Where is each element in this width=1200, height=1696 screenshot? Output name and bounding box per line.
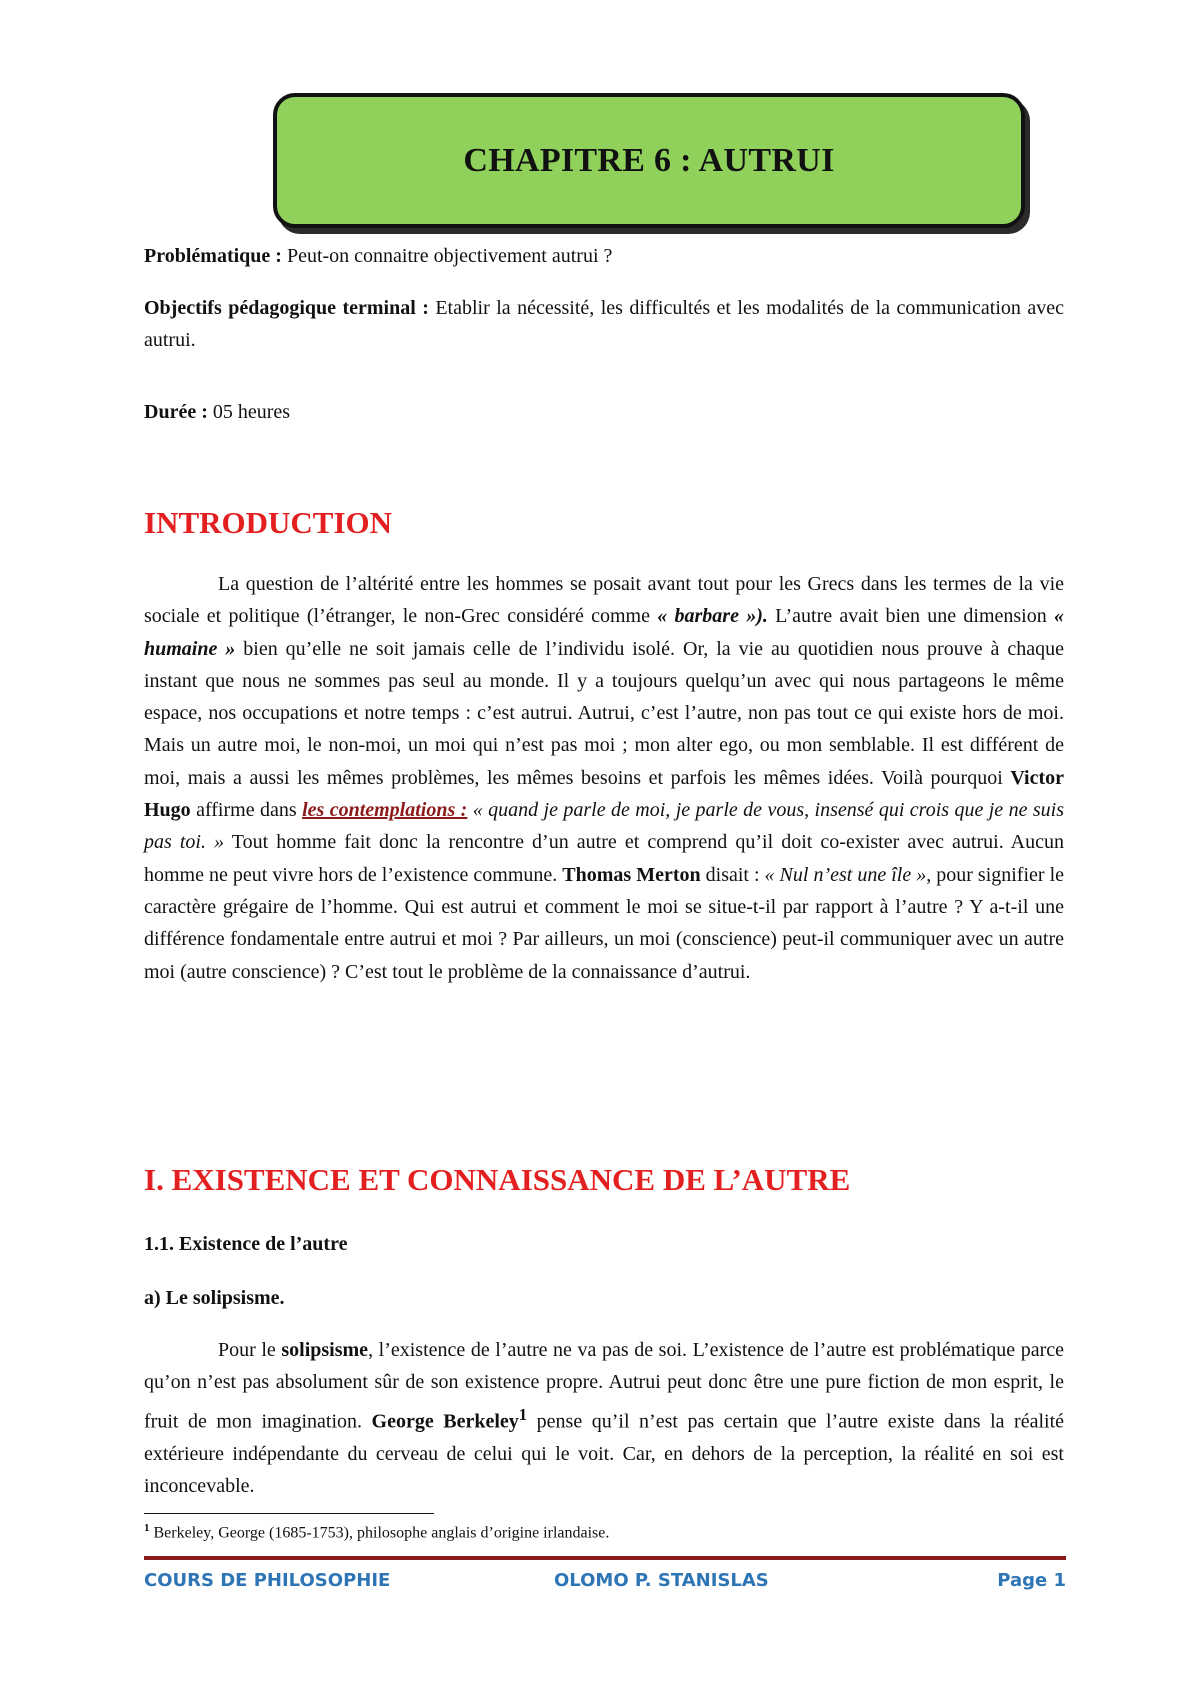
objectifs-text: Etablir la nécessité, les difficultés et les modalités de la communication avec autrui. bbox=[144, 297, 1064, 351]
problematique-text: Peut-on connaitre objectivement autrui ? bbox=[286, 245, 613, 267]
victor-hugo: Victor Hugo bbox=[144, 766, 1064, 822]
introduction-heading: INTRODUCTION bbox=[144, 505, 393, 540]
footer-course: COURS DE PHILOSOPHIE bbox=[144, 1570, 391, 1591]
problematique bbox=[144, 240, 1064, 272]
footnote-ref: 1 bbox=[518, 1404, 528, 1424]
footer-rule bbox=[144, 1556, 1066, 1560]
duree-label: Durée : bbox=[144, 401, 208, 423]
duree bbox=[144, 396, 1064, 428]
page-footer bbox=[144, 1570, 1066, 1591]
thomas-merton: Thomas Merton bbox=[562, 863, 701, 886]
chapter-title: CHAPITRE 6 : AUTRUI bbox=[463, 141, 835, 179]
footnote bbox=[144, 1522, 609, 1542]
problematique-label: Problématique : bbox=[144, 245, 282, 267]
footer-author: OLOMO P. STANISLAS bbox=[554, 1570, 769, 1591]
subsection-1-1: 1.1. Existence de l’autre bbox=[144, 1233, 348, 1255]
footer-page-number: Page 1 bbox=[997, 1570, 1066, 1591]
contemplations-title: les contemplations : bbox=[302, 799, 468, 822]
chapter-title-box bbox=[273, 93, 1025, 228]
humaine-quote: « humaine » bbox=[144, 605, 1064, 660]
objectifs-label: Objectifs pédagogique terminal : bbox=[144, 297, 429, 319]
george-berkeley: George Berkeley bbox=[371, 1410, 519, 1433]
barbare-quote: « barbare »). bbox=[657, 605, 768, 628]
footnote-text: Berkeley, George (1685-1753), philosophe anglais d’origine irlandaise. bbox=[149, 1524, 610, 1542]
section-1-heading: I. EXISTENCE ET CONNAISSANCE DE L’AUTRE bbox=[144, 1162, 851, 1197]
duree-text: 05 heures bbox=[212, 401, 291, 423]
solipsisme-paragraph: Pour le solipsisme, l’existence de l’autre ne va pas de soi. L’existence de l’autre est problématique parce qu’on n’est pas absolument sûr de son existence propre. Autrui peut donc être une pure fiction de mon esprit, le fruit de mon imagination. George Berkeley$^1$ pense qu’il n’est pas certain que l’autre existe dans la réalité extérieure indépendante du cerveau de celui qui le voit. Car, en dehors de la perception, la réalité en soi est inconcevable. bbox=[144, 1339, 1065, 1497]
introduction-paragraph: La question de l’altérité entre les hommes se posait avant tout pour les Grecs dans les termes de la vie sociale et politique (l’étranger, le non-Grec considéré comme « barbare »). L’autre avait bien une dimension « humaine » bien qu’elle ne soit jamais celle de l’individu isolé. Or, la vie au quotidien nous prouve à chaque instant que nous ne sommes pas seul au monde. Il y a toujours quelqu’un avec qui nous partageons le même espace, nos occupations et notre temps : c’est autrui. Autrui, c’est l’autre, non pas tout ce qui existe hors de moi. Mais un autre moi, le non-moi, un moi qui n’est pas moi ; mon alter ego, ou mon semblable. Il est différent de moi, mais a aussi les mêmes problèmes, les mêmes besoins et parfois les mêmes idées. Voilà pourquoi Victor Hugo affirme dans les contemplations : « quand je parle de moi, je parle de vous, insensé qui crois que je ne suis pas toi. » Tout homme fait donc la rencontre d’un autre et comprend qu’il doit co-exister avec autrui. Aucun homme ne peut vivre hors de l’existence commune. Thomas Merton disait : « Nul n’est une île », pour signifier le caractère grégaire de l’homme. Qui est autrui et comment le moi se situe-t-il par rapport à l’autre ? Y a-t-il une différence fondamentale entre autrui et moi ? Par ailleurs, un moi (conscience) peut-il communiquer avec un autre moi (autre conscience) ? C’est tout le problème de la connaissance d’autrui. bbox=[144, 573, 1065, 983]
footnote-separator bbox=[144, 1513, 434, 1514]
solipsisme-term: solipsisme bbox=[281, 1339, 369, 1361]
objectifs bbox=[144, 292, 1064, 356]
subsection-1-1-a: a) Le solipsisme. bbox=[144, 1287, 285, 1309]
hugo-quote: « quand je parle de moi, je parle de vous, insensé qui crois que je ne suis pas toi. » bbox=[144, 799, 1064, 854]
merton-quote: « Nul n’est une île » bbox=[764, 863, 927, 886]
footnote-mark: 1 bbox=[144, 1522, 150, 1534]
